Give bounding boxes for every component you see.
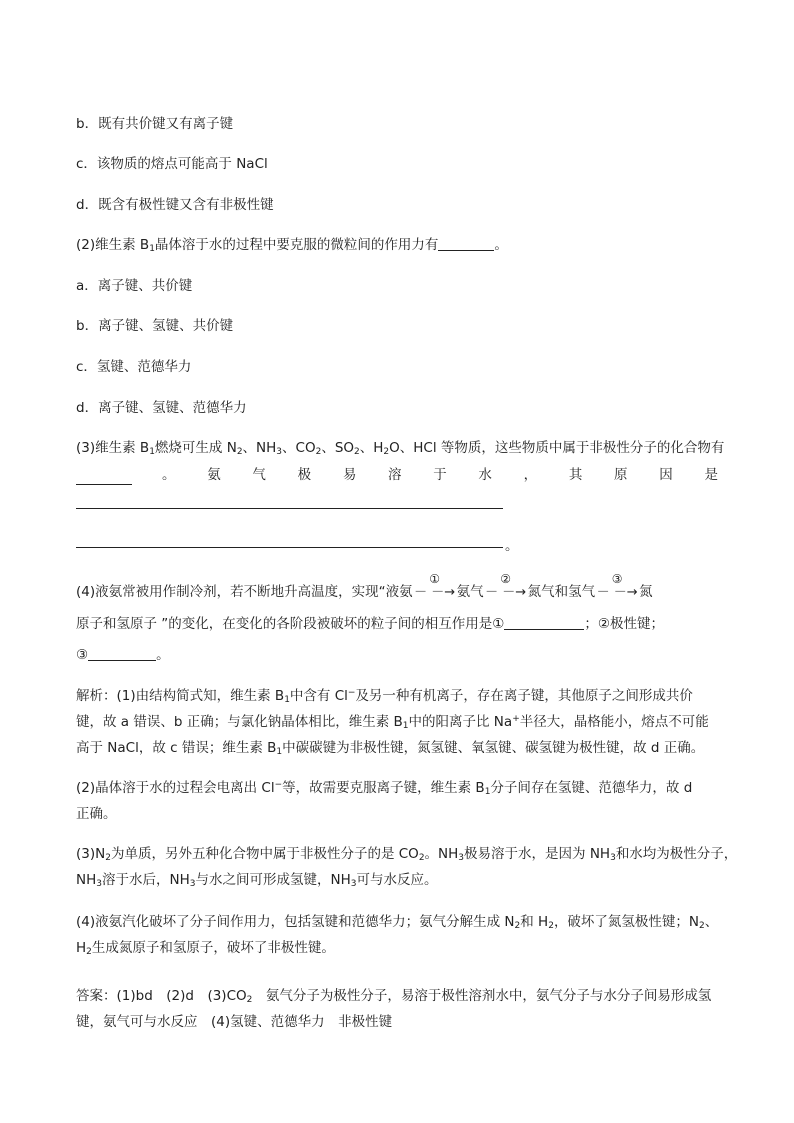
question-4-line-3: ③ 。: [76, 647, 170, 663]
option-1d: d．既含有极性键又含有非极性键: [76, 197, 274, 213]
question-2: (2)维生素 $B_1$晶体溶于水的过程中要克服的微粒间的作用力有 。: [76, 237, 508, 254]
analysis-p1-l1: 解析：(1)由结构简式知，维生素 $B_1$中含有 Cl−及另一种有机离子，存在离子键，其他原子之间形成共价: [76, 688, 693, 705]
analysis-p1-l3: 高于 NaCl，故 c 错误；维生素 $B_1$中碳碳键为非极性键，氮氢键、氧氢键、碳氢键为极性键，故 d 正确。: [76, 740, 705, 757]
answer-l1: 答案：(1)bd (2)d $(3)CO_2$ 氨气分子为极性分子，易溶于极性溶剂水中，氨气分子与水分子间易形成氢: [76, 988, 712, 1005]
question-4-line-1: (4)液氨常被用作制冷剂，若不断地升高温度，实现“液氨 ① － －→氨气 ② － －→氮气和氢气 ③ － －→氮: [76, 582, 653, 603]
step-2-arrow: ② － －→: [485, 572, 527, 600]
answer-blank: [438, 236, 494, 251]
q3-end-period: 。: [505, 538, 519, 554]
answer-blank: [76, 470, 132, 485]
question-3-line-2: 。 氨 气 极 易 溶 于 水 ， 其 原 因 是: [76, 465, 718, 485]
analysis-p3-l2: $NH_3$溶于水后，$NH_3$与水之间可形成氢键，$NH_3$可与水反应。: [76, 872, 438, 889]
answer-line-1: [76, 508, 503, 509]
answer-blank: [88, 646, 156, 661]
q3-blank-group: 。: [76, 465, 176, 485]
step-1-arrow: ① － －→: [414, 572, 456, 600]
option-2d: d．离子键、氢键、范德华力: [76, 400, 247, 416]
answer-blank: [504, 615, 584, 630]
question-3-line-1: (3)维生素 $B_1$燃烧可生成 $N_2$、$NH_3$、$CO_2$、$SO_2$、$H_2O$、HCl 等物质，这些物质中属于非极性分子的化合物有: [76, 440, 725, 457]
option-2c: c．氢键、范德华力: [76, 359, 192, 375]
question-4-line-2: 原子和氢原子 ”的变化，在变化的各阶段被破坏的粒子间的相互作用是① ；②极性键；: [76, 616, 664, 632]
analysis-p2-l2: 正确。: [76, 806, 117, 822]
analysis-p3-l1: $(3)N_2$为单质，另外五种化合物中属于非极性分子的是 $CO_2$。$NH_3$极易溶于水，是因为 $NH_3$和水均为极性分子，: [76, 846, 738, 863]
option-2a: a．离子键、共价键: [76, 278, 193, 294]
analysis-p2-l1: (2)晶体溶于水的过程会电离出 Cl−等，故需要克服离子键，维生素 $B_1$分子间存在氢键、范德华力，故 d: [76, 780, 693, 797]
analysis-p4-l2: $H_2$生成氮原子和氢原子，破坏了非极性键。: [76, 940, 335, 957]
analysis-p4-l1: (4)液氨汽化破坏了分子间作用力，包括氢键和范德华力；氨气分解生成 $N_2$和 $H_2$，破坏了氮氢极性键；$N_2$、: [76, 914, 719, 931]
option-1b: b．既有共价键又有离子键: [76, 116, 234, 132]
analysis-p1-l2: 键，故 a 错误、b 正确；与氯化钠晶体相比，维生素 $B_1$中的阳离子比 Na+半径大，晶格能小，熔点不可能: [76, 714, 709, 731]
step-3-arrow: ③ － －→: [596, 572, 638, 600]
answer-line-2: [76, 547, 503, 548]
option-1c: c．该物质的熔点可能高于 NaCl: [76, 156, 268, 172]
answer-l2: 键，氨气可与水反应 (4)氢键、范德华力 非极性键: [76, 1014, 393, 1030]
option-2b: b．离子键、氢键、共价键: [76, 318, 234, 334]
